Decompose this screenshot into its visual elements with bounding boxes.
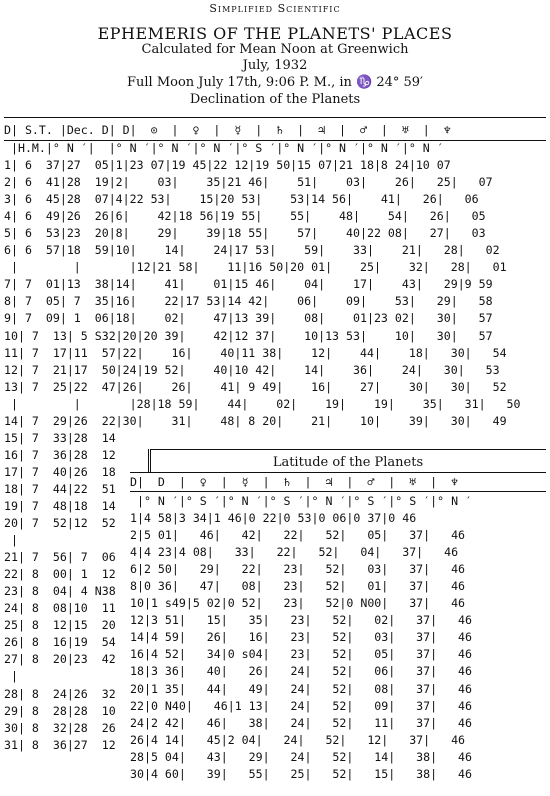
table-row: 4| 6 49|26 26|6| 42|18 56|19 55| 55| 48| 54| 26| 05 (4, 209, 486, 224)
table-row: 8|0 36| 47| 08| 23| 52| 01| 37| 46 (130, 579, 466, 594)
table-row: 28|5 04| 43| 29| 24| 52| 14| 38| 46 (130, 749, 473, 764)
table-row: 22|0 N40| 46|1 13| 24| 52| 09| 37| 46 (130, 698, 473, 713)
table-row: 18|3 36| 40| 26| 24| 52| 06| 37| 46 (130, 664, 473, 679)
table-row: 28| 8 24|26 32 (4, 686, 116, 701)
table-row: 18| 7 44|22 51 (4, 481, 116, 496)
table-row: 24| 8 08|10 11 (4, 601, 116, 616)
table-row: 31| 8 36|27 12 (4, 737, 116, 752)
latitude-header-rule-2 (130, 491, 546, 492)
running-head: Simplified Scientific (209, 2, 341, 15)
table-row: 8| 7 05| 7 35|16| 22|17 53|14 42| 06| 09| 53| 29| 58 (4, 294, 493, 309)
table-row: 30|4 60| 39| 55| 25| 52| 15| 38| 46 (130, 766, 473, 781)
latitude-title: Latitude of the Planets (272, 455, 424, 470)
latitude-header-rule (130, 472, 546, 473)
table-row: 11| 7 17|11 57|22| 16| 40|11 38| 12| 44| 18| 30| 54 (4, 345, 507, 360)
table-row: 27| 8 20|23 42 (4, 652, 116, 667)
declination-header: D| S.T. |Dec. D| D| ⊙ | ♀ | ☿ | ♄ | ♃ | ♂ | ♅ | ♆ (4, 123, 451, 137)
table-row: | (4, 669, 18, 684)
table-row: 6| 6 57|18 59|10| 14| 24|17 53| 59| 33| 21| 28| 02 (4, 243, 500, 258)
full-moon-note: Full Moon July 17th, 9:06 P. M., in ♑ 24° 59′ (127, 75, 423, 90)
table-row: | | |28|18 59| 44| 02| 19| 19| 35| 31| 50 (4, 396, 521, 411)
table-row: | | |12|21 58| 11|16 50|20 01| 25| 32| 28| 01 (4, 260, 507, 275)
table-row: 1|4 58|3 34|1 46|0 22|0 53|0 06|0 37|0 46 (130, 511, 417, 526)
latitude-header: D| D | ♀ | ☿ | ♄ | ♃ | ♂ | ♅ | ♆ (130, 475, 459, 489)
table-row: 1| 6 37|27 05|1|23 07|19 45|22 12|19 50|15 07|21 18|8 24|10 07 (4, 158, 451, 173)
table-row: 5| 6 53|23 20|8| 29| 39|18 55| 57| 40|22 08| 27| 03 (4, 226, 486, 241)
table-row: | (4, 533, 18, 548)
latitude-box-rule (150, 449, 546, 450)
table-row: 26|4 14| 45|2 04| 24| 52| 12| 37| 46 (130, 732, 466, 747)
units-row: |H.M.|° N ′| |° N ′|° N ′|° N ′|° S ′|° N ′|° N ′|° N ′|° N ′ (4, 141, 444, 155)
table-row: 13| 7 25|22 47|26| 26| 41| 9 49| 16| 27| 30| 30| 52 (4, 379, 507, 394)
subtitle: Calculated for Mean Noon at Greenwich (141, 42, 409, 57)
table-row: 29| 8 28|28 10 (4, 703, 116, 718)
table-row: 2| 6 41|28 19|2| 03| 35|21 46| 51| 03| 26| 25| 07 (4, 175, 493, 190)
page-title: EPHEMERIS OF THE PLANETS' PLACES (97, 24, 453, 43)
month-label: July, 1932 (242, 58, 308, 73)
table-row: 16| 7 36|28 12 (4, 447, 116, 462)
table-row: 24|2 42| 46| 38| 24| 52| 11| 37| 46 (130, 715, 473, 730)
table-row: 12| 7 21|17 50|24|19 52| 40|10 42| 14| 36| 24| 30| 53 (4, 362, 500, 377)
table-row: 20|1 35| 44| 49| 24| 52| 08| 37| 46 (130, 681, 473, 696)
table-row: 23| 8 04| 4 N38 (4, 584, 116, 599)
table-row: 30| 8 32|28 26 (4, 720, 116, 735)
latitude-table (130, 493, 472, 783)
table-row: 3| 6 45|28 07|4|22 53| 15|20 53| 53|14 56| 41| 26| 06 (4, 192, 479, 207)
table-row: 7| 7 01|13 38|14| 41| 01|15 46| 04| 17| 43| 29|9 59 (4, 277, 493, 292)
table-row: 15| 7 33|28 14 (4, 430, 116, 445)
table-row: 9| 7 09| 1 06|18| 02| 47|13 39| 08| 01|23 02| 30| 57 (4, 311, 493, 326)
table-row: 20| 7 52|12 52 (4, 516, 116, 531)
table-row: 21| 7 56| 7 06 (4, 550, 116, 565)
section-title: Declination of the Planets (189, 92, 361, 107)
table-row: 2|5 01| 46| 42| 22| 52| 05| 37| 46 (130, 528, 466, 543)
table-row: 25| 8 12|15 20 (4, 618, 116, 633)
table-row: 10|1 s49|5 02|0 52| 23| 52|0 N00| 37| 46 (130, 596, 466, 611)
table-row: 6|2 50| 29| 22| 23| 52| 03| 37| 46 (130, 562, 466, 577)
table-row: 22| 8 00| 1 12 (4, 567, 116, 582)
table-row: 12|3 51| 15| 35| 23| 52| 02| 37| 46 (130, 613, 473, 628)
table-row: 14|4 59| 26| 16| 23| 52| 03| 37| 46 (130, 630, 473, 645)
table-row: 16|4 52| 34|0 s04| 23| 52| 05| 37| 46 (130, 647, 473, 662)
table-row: 10| 7 13| 5 S32|20|20 39| 42|12 37| 10|13 53| 10| 30| 57 (4, 328, 493, 343)
table-row: 4|4 23|4 08| 33| 22| 52| 04| 37| 46 (130, 545, 459, 560)
table-row: 14| 7 29|26 22|30| 31| 48| 8 20| 21| 10| 39| 30| 49 (4, 413, 507, 428)
table-row: 26| 8 16|19 54 (4, 635, 116, 650)
table-row: 17| 7 40|26 18 (4, 464, 116, 479)
header-rule (4, 117, 546, 118)
units-row: |° N ′|° S ′|° N ′|° S ′|° N ′|° S ′|° S ′|° N ′ (130, 494, 473, 508)
table-row: 19| 7 48|18 14 (4, 498, 116, 513)
